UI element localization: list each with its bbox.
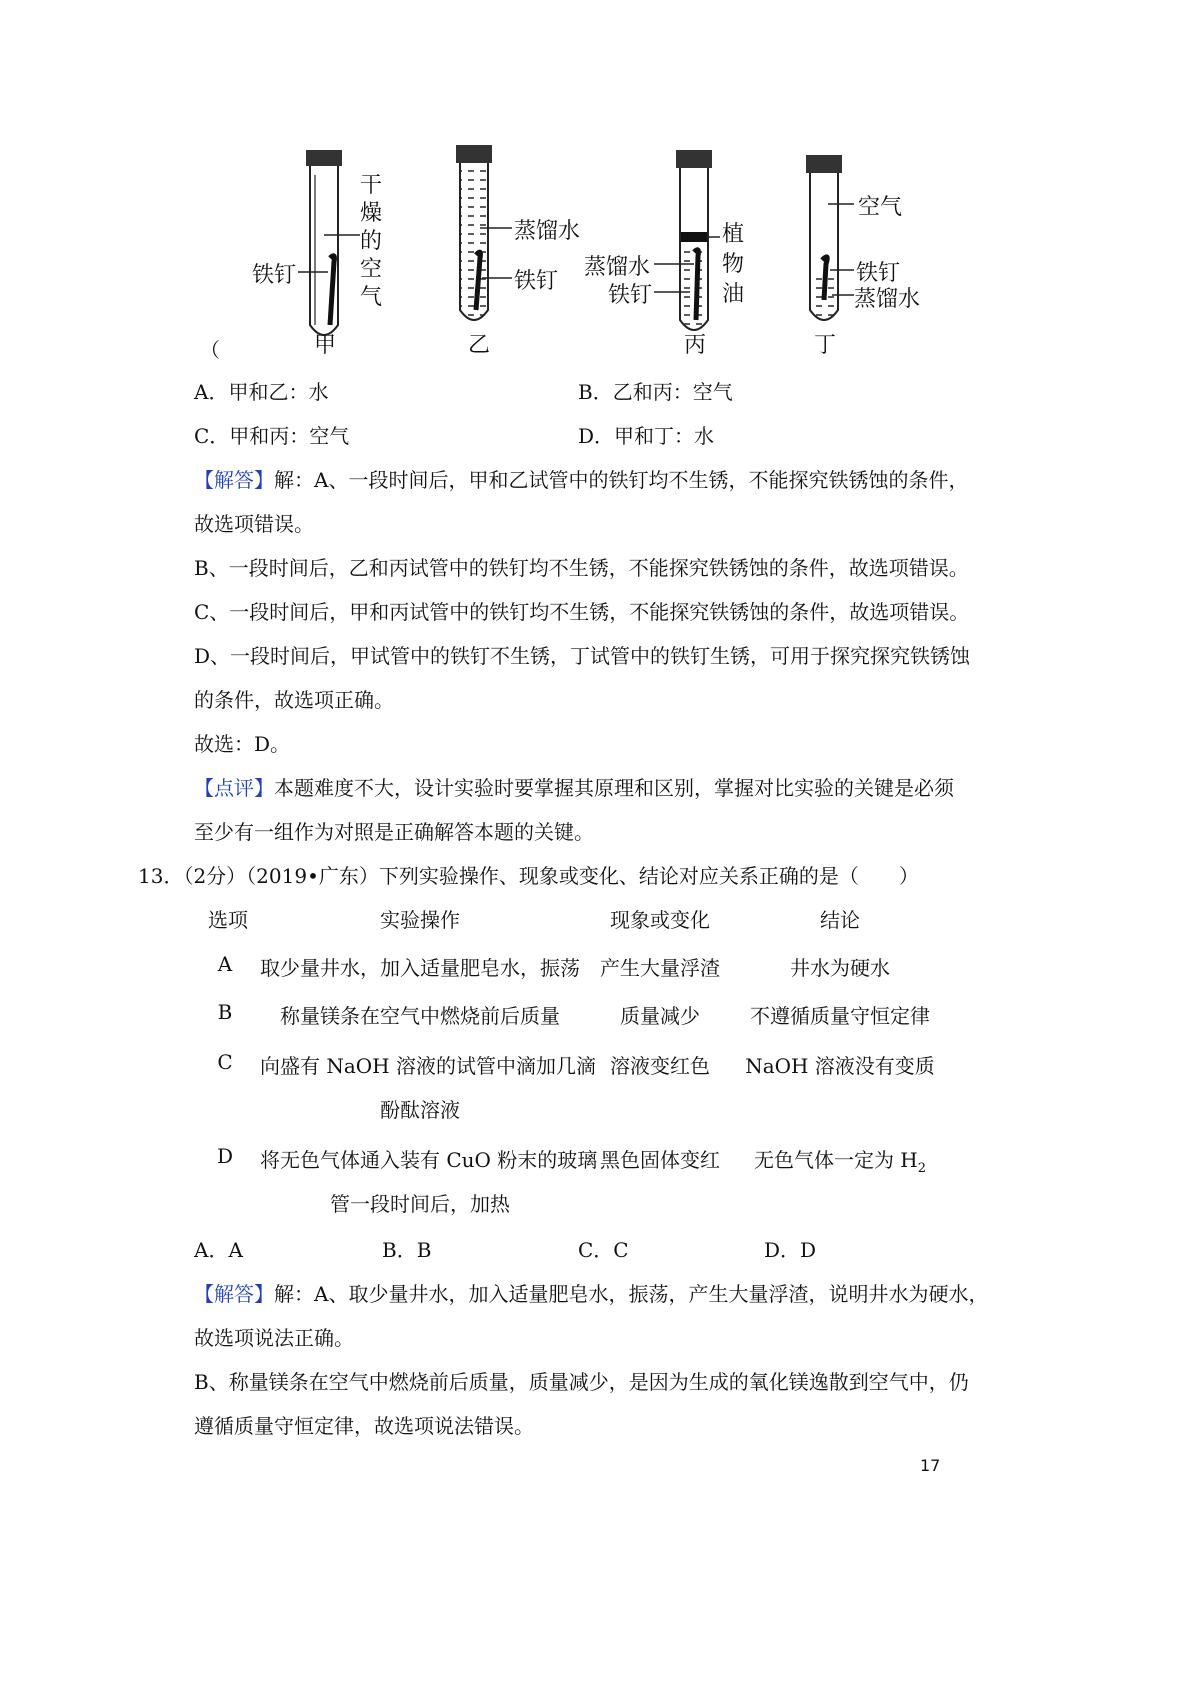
q13-stem: 13．（2分）（2019•广东）下列实验操作、现象或变化、结论对应关系正确的是（ ） <box>138 864 919 888</box>
answer-text: 解：A、一段时间后，甲和乙试管中的铁钉均不生锈，不能探究铁锈蚀的条件， <box>274 468 969 492</box>
subscript: 2 <box>917 1161 927 1176</box>
q13-option-d: D．D <box>764 1238 817 1262</box>
q12-answer-line: B、一段时间后，乙和丙试管中的铁钉均不生锈，不能探究铁锈蚀的条件，故选项错误。 <box>194 556 969 580</box>
yi-water-label: 蒸馏水 <box>514 219 581 244</box>
q12-answer-line: C、一段时间后，甲和丙试管中的铁钉均不生锈，不能探究铁锈蚀的条件，故选项错误。 <box>194 600 970 624</box>
answer-tag: 【解答】 <box>194 1282 274 1306</box>
q13-answer-line: 故选项说法正确。 <box>194 1326 354 1350</box>
bing-water-label: 蒸馏水 <box>584 255 651 280</box>
q12-answer-line <box>194 464 968 493</box>
row-operation: 酚酞溶液 <box>380 1098 460 1122</box>
yi-nail-label: 铁钉 <box>514 269 559 294</box>
row-operation: 取少量井水，加入适量肥皂水，振荡 <box>260 956 580 980</box>
q12-answer-line: 故选：D。 <box>194 732 291 756</box>
row-phenomenon: 产生大量浮渣 <box>600 956 720 980</box>
bing-oil-char: 植 <box>722 222 745 247</box>
q12-comment-line <box>194 772 954 801</box>
bing-oil-label <box>722 220 744 310</box>
tube-yi <box>456 145 512 320</box>
row-phenomenon: 质量减少 <box>620 1004 700 1028</box>
table-header: 现象或变化 <box>610 908 710 932</box>
row-operation: 管一段时间后，加热 <box>330 1192 510 1216</box>
row-conclusion: NaOH 溶液没有变质 <box>745 1054 935 1078</box>
row-conclusion: 井水为硬水 <box>790 956 890 980</box>
bing-nail-label: 铁钉 <box>608 283 653 308</box>
row-conclusion: 不遵循质量守恒定律 <box>750 1004 930 1028</box>
q12-answer-line: D、一段时间后，甲试管中的铁钉不生锈，丁试管中的铁钉生锈，可用于探究探究铁锈蚀 <box>194 644 971 668</box>
q12-option-b: B．乙和丙：空气 <box>578 380 733 404</box>
row-key: B <box>217 1000 233 1024</box>
row-key: C <box>217 1050 233 1074</box>
jia-side-char: 气 <box>360 285 383 310</box>
q12-option-c: C．甲和丙：空气 <box>194 424 350 448</box>
jia-side-label <box>360 172 382 312</box>
comment-tag: 【点评】 <box>194 776 274 800</box>
conclusion-text: 无色气体一定为 H <box>753 1148 918 1172</box>
bing-oil-char: 物 <box>722 252 745 277</box>
jia-side-char: 燥 <box>360 201 383 226</box>
table-header: 结论 <box>820 908 860 932</box>
tube-label-yi: 乙 <box>468 333 491 358</box>
ding-water-label: 蒸馏水 <box>854 287 921 312</box>
row-phenomenon: 溶液变红色 <box>610 1054 710 1078</box>
tube-label-bing: 丙 <box>684 333 707 358</box>
q12-option-a: A．甲和乙：水 <box>194 380 329 404</box>
ding-air-label: 空气 <box>858 195 903 220</box>
row-operation: 称量镁条在空气中燃烧前后质量 <box>280 1004 560 1028</box>
page-number: 17 <box>920 1456 941 1475</box>
jia-nail-label: 铁钉 <box>252 263 297 288</box>
answer-tag: 【解答】 <box>194 468 274 492</box>
q13-option-b: B．B <box>382 1238 432 1262</box>
jia-side-char: 的 <box>360 229 383 254</box>
table-header: 选项 <box>208 908 248 932</box>
tube-bing <box>654 150 720 330</box>
jia-side-char: 空 <box>360 257 383 282</box>
bing-oil-char: 油 <box>722 282 745 307</box>
q13-answer-line <box>194 1278 988 1307</box>
row-conclusion <box>740 1144 940 1176</box>
comment-text: 本题难度不大，设计实验时要掌握其原理和区别，掌握对比实验的关键是必须 <box>274 776 954 800</box>
row-key: A <box>217 952 233 976</box>
q12-option-d: D．甲和丁：水 <box>578 424 715 448</box>
q13-answer-line: B、称量镁条在空气中燃烧前后质量，质量减少，是因为生成的氧化镁逸散到空气中，仍 <box>194 1370 969 1394</box>
open-paren: （ <box>200 338 220 362</box>
test-tube-figure <box>250 140 970 370</box>
answer-text: 解：A、取少量井水，加入适量肥皂水，振荡，产生大量浮渣，说明井水为硬水， <box>274 1282 989 1306</box>
q13-option-c: C．C <box>578 1238 629 1262</box>
row-phenomenon: 黑色固体变红 <box>600 1148 720 1172</box>
ding-nail-label: 铁钉 <box>856 261 901 286</box>
row-key: D <box>216 1144 234 1168</box>
q13-option-a: A．A <box>194 1238 243 1262</box>
row-operation: 向盛有 NaOH 溶液的试管中滴加几滴 <box>260 1054 596 1078</box>
row-operation: 将无色气体通入装有 CuO 粉末的玻璃 <box>260 1148 598 1172</box>
q12-answer-line: 故选项错误。 <box>194 512 314 536</box>
q12-comment-line: 至少有一组作为对照是正确解答本题的关键。 <box>194 820 594 844</box>
tube-label-jia: 甲 <box>314 333 337 358</box>
tube-label-ding: 丁 <box>814 333 837 358</box>
q13-answer-line: 遵循质量守恒定律，故选项说法错误。 <box>194 1414 534 1438</box>
table-header: 实验操作 <box>380 908 460 932</box>
tube-ding <box>806 155 854 320</box>
tube-jia <box>298 150 360 335</box>
q12-answer-line: 的条件，故选项正确。 <box>194 688 394 712</box>
jia-side-char: 干 <box>360 173 383 198</box>
